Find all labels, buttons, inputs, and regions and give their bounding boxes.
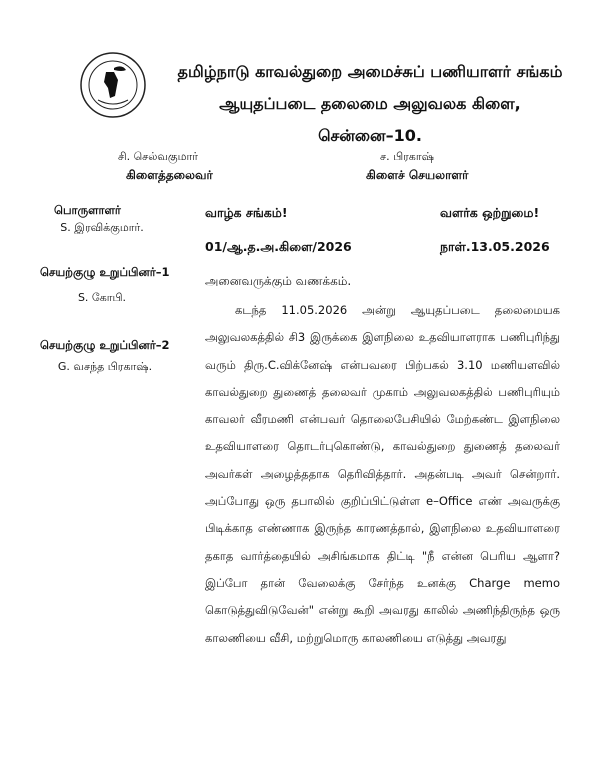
committee-member-1-name: S. கோபி. — [77, 291, 127, 304]
branch-president-name: சி. செல்வகுமார் — [118, 150, 198, 163]
committee-member-2-name: G. வசந்த பிரகாஷ். — [57, 360, 153, 373]
header-line-2: ஆயுதப்படை தலைமை அலுவலக கிளை, — [219, 94, 521, 113]
treasurer-name: S. இரவிக்குமார். — [60, 221, 144, 234]
reference-number: 01/ஆ.த.அ.கிளை/2026 — [205, 239, 352, 254]
committee-member-2-role: செயற்குழு உறுப்பினர்–2 — [40, 338, 170, 352]
header-line-3: சென்னை–10. — [318, 126, 422, 145]
association-logo — [78, 50, 148, 120]
branch-secretary-name: ச. பிரகாஷ் — [380, 150, 434, 163]
branch-secretary-role: கிளைச் செயலாளர் — [366, 168, 469, 182]
treasurer-role: பொருளாளர் — [54, 203, 121, 217]
letter-date: நாள்.13.05.2026 — [440, 239, 550, 254]
letter-body — [205, 297, 560, 652]
slogan-left: வாழ்க சங்கம்! — [205, 205, 288, 220]
branch-president-role: கிளைத்தலைவர் — [126, 168, 213, 182]
body-paragraph: கடந்த 11.05.2026 அன்று ஆயுதப்படை தலைமையக அலுவலகத்தில் சி3 இருக்கை இளநிலை உதவியாளராக பணிபுரிந்து வரும் திரு.C.விக்னேஷ் என்பவரை பிற்பகல் 3.10 மணியளவில் காவல்துறை துணைத் தலைவர் முகாம் அலுவலகத்தில் பணிபுரியும் காவலர் வீரமணி என்பவர் தொலைபேசியில் மேற்கண்ட இளநிலை உதவியாளரை தொடர்புகொண்டு, காவல்துறை துணைத் தலைவர் அவர்கள் அழைத்ததாக தெரிவித்தார். அதன்படி அவர் சென்றார். அப்போது ஒரு தபாலில் குறிப்பிட்டுள்ள e–Office எண் அவருக்கு பிடிக்காத எண்ணாக இருந்த காரணத்தால், இளநிலை உதவியாளரை தகாத வார்த்தையில் அசிங்கமாக திட்டி "நீ என்ன பெரிய ஆளா? இப்போ தான் வேலைக்கு சேர்ந்த உனக்கு Charge memo கொடுத்துவிடுவேன்" என்று கூறி அவரது காலில் அணிந்திருந்த ஒரு காலணியை வீசி, மற்றுமொரு காலணியை எடுத்து அவரது — [205, 303, 560, 645]
committee-member-1-role: செயற்குழு உறுப்பினர்–1 — [40, 265, 170, 279]
header-line-1: தமிழ்நாடு காவல்துறை அமைச்சுப் பணியாளர் சங்கம் — [177, 62, 563, 81]
greeting: அனைவருக்கும் வணக்கம். — [205, 274, 352, 288]
slogan-right: வளர்க ஒற்றுமை! — [440, 205, 540, 220]
